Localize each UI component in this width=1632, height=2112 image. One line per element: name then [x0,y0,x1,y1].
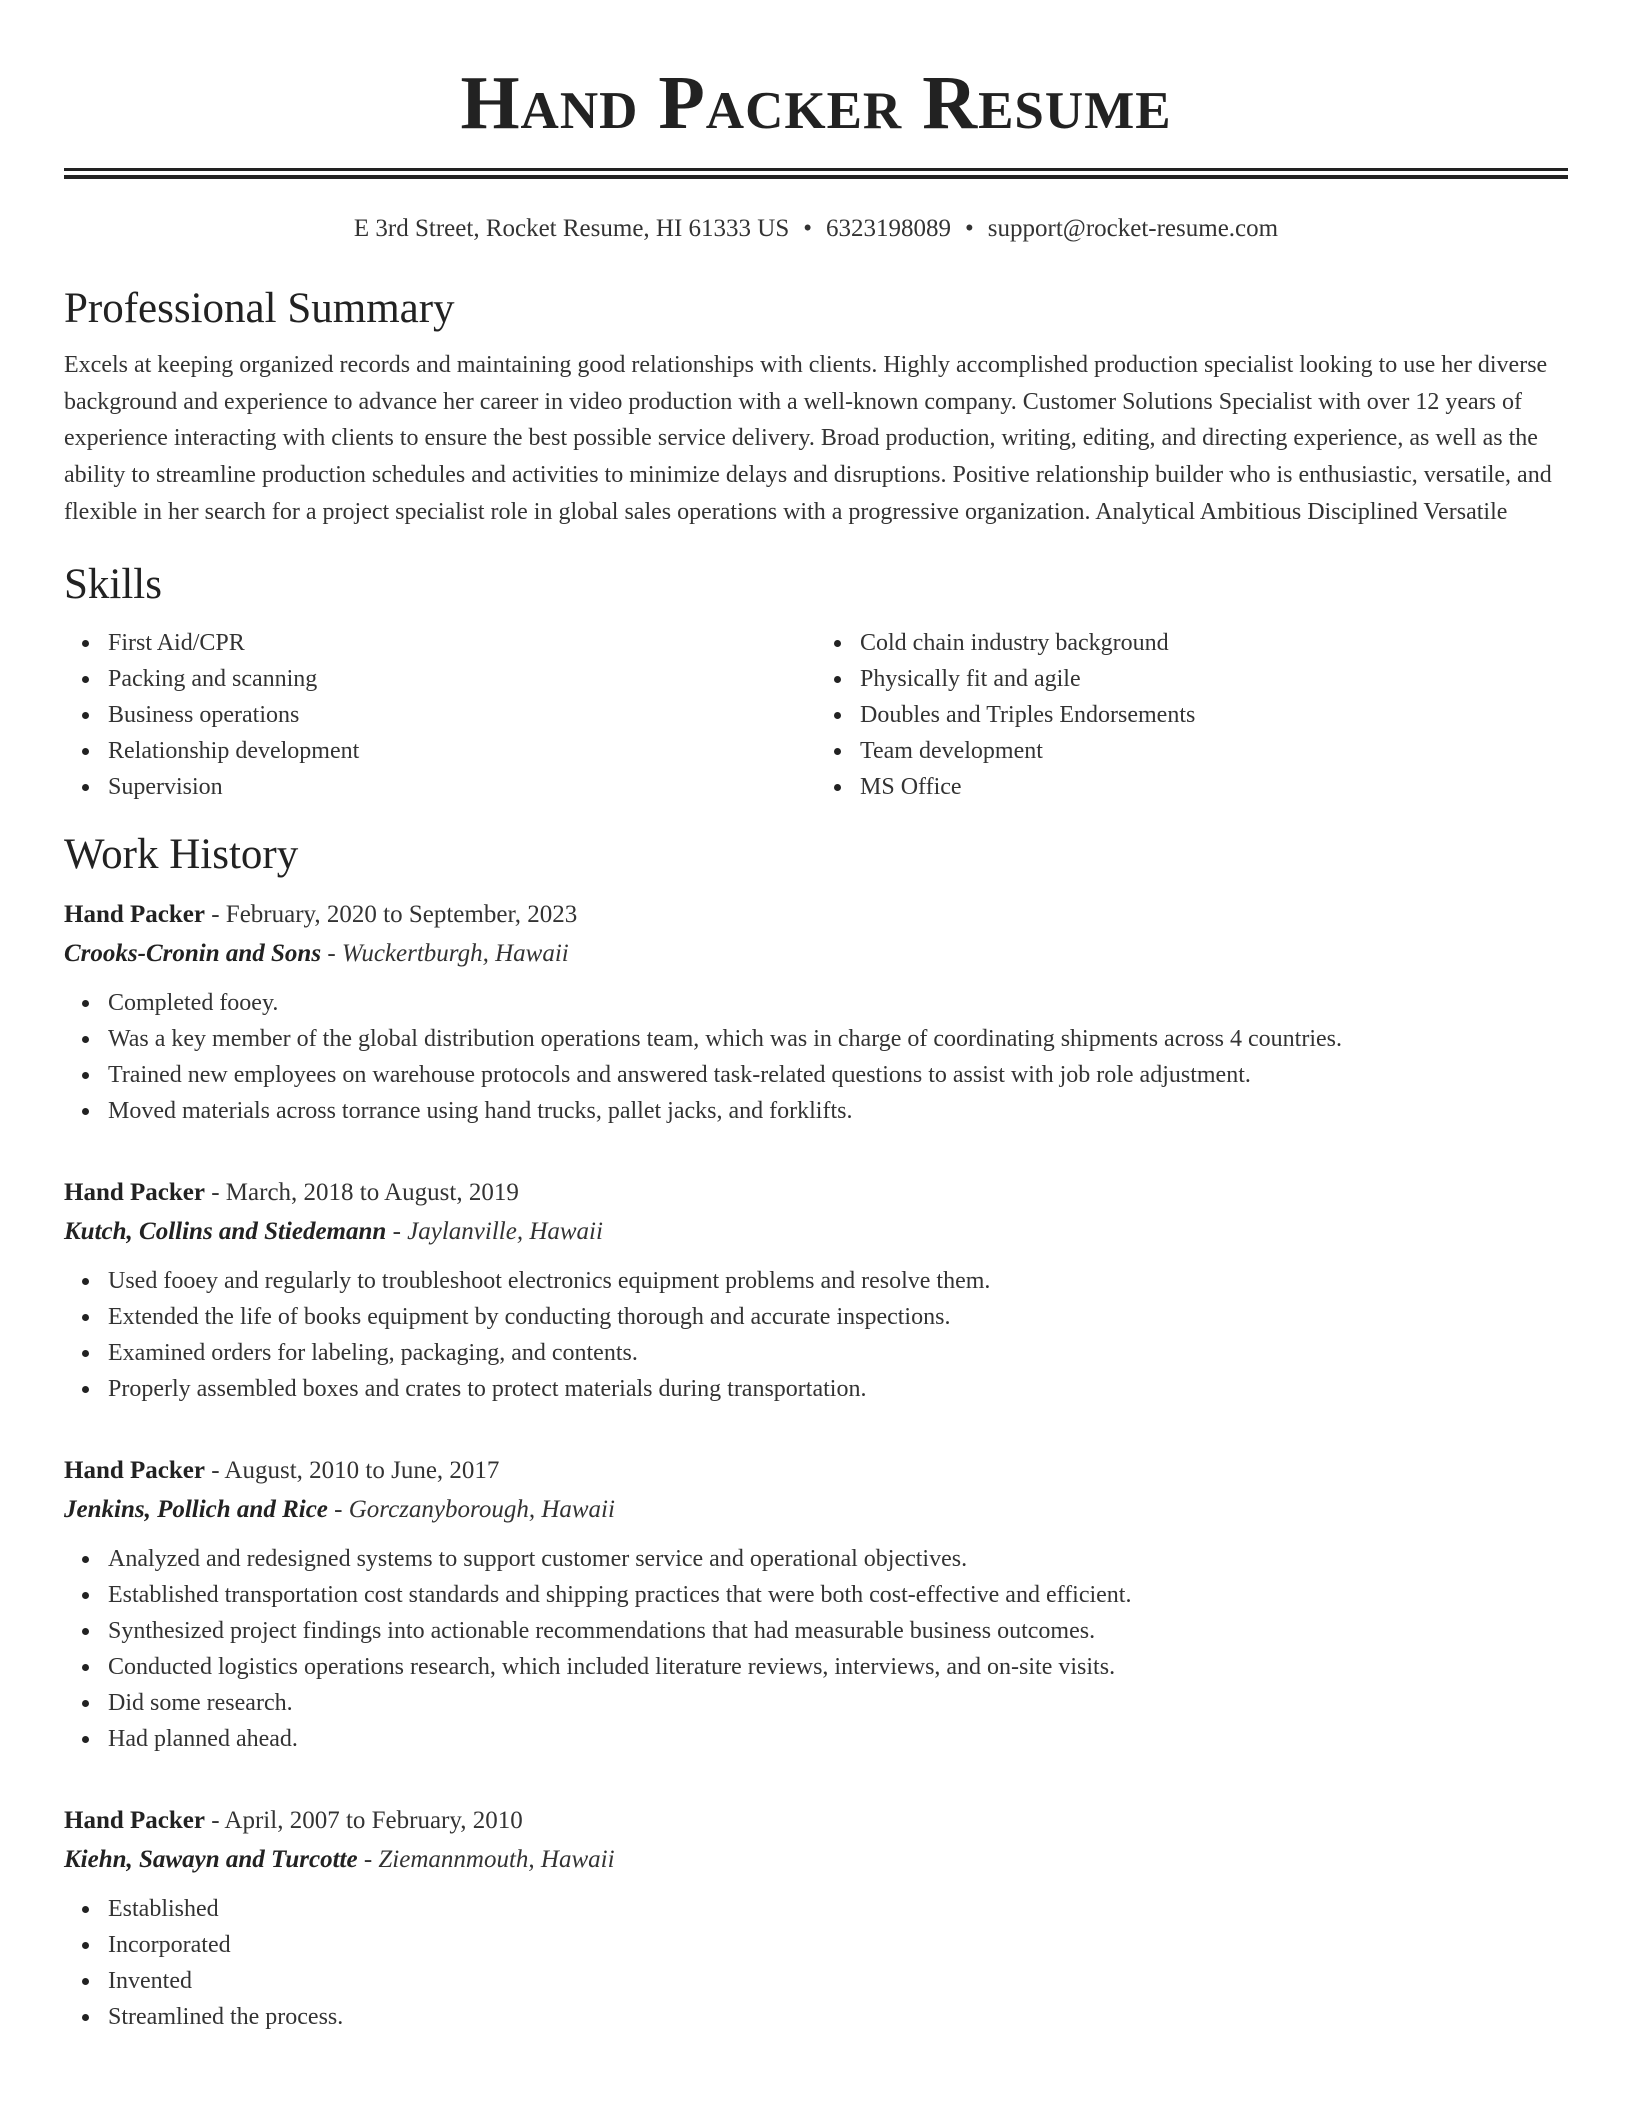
company-line [64,1841,1568,1879]
contact-email: support@rocket-resume.com [987,215,1279,242]
job-title: Hand Packer [64,900,205,928]
job-dates: March, 2018 to August, 2019 [225,1178,519,1206]
job-bullet: Extended the life of books equipment by conducting thorough and accurate inspections. [108,1299,1568,1335]
summary-section [64,283,1568,531]
work-history-heading: Work History [64,830,299,878]
job-bullet: Conducted logistics operations research, which included literature reviews, interviews, and on-site visits. [108,1649,1568,1685]
skills-grid [64,625,1568,805]
skill-item: Business operations [108,697,816,733]
job-bullet: Moved materials across torrance using hand trucks, pallet jacks, and forklifts. [108,1093,1568,1129]
company-location: Jaylanville, Hawaii [407,1217,603,1245]
job-dates: August, 2010 to June, 2017 [224,1456,500,1484]
job-bullet: Invented [108,1963,1568,1999]
company-separator: - [357,1845,379,1873]
company-name: Crooks-Cronin and Sons [64,939,322,967]
job-bullet: Incorporated [108,1927,1568,1963]
company-separator: - [386,1217,408,1245]
job-entry [64,1451,1568,1757]
job-separator: - [204,1178,226,1206]
company-line [64,1491,1568,1529]
resume-title: Hand Packer Resume [460,61,1172,145]
skill-item: Physically fit and agile [860,661,1568,697]
contact-address: E 3rd Street, Rocket Resume, HI 61333 US [353,215,790,242]
job-separator: - [204,1456,225,1484]
company-line [64,935,1568,973]
skills-section [64,559,1568,805]
title-divider [64,168,1568,179]
skill-item: Cold chain industry background [860,625,1568,661]
job-bullet: Used fooey and regularly to troubleshoot electronics equipment problems and resolve them. [108,1263,1568,1299]
job-separator: - [204,1806,225,1834]
company-name: Kiehn, Sawayn and Turcotte [64,1845,358,1873]
job-bullets [64,1263,1568,1407]
job-bullets [64,1891,1568,2035]
company-separator: - [327,1495,349,1523]
company-location: Gorczanyborough, Hawaii [348,1495,615,1523]
skills-column-right [816,625,1568,805]
job-entry [64,1173,1568,1407]
summary-text: Excels at keeping organized records and maintaining good relationships with clients. Highly accomplished production specialist looking to use her diverse background and experience to advance her career in video production with a well-known company. Customer Solutions Specialist with over 12 years of experience interacting with clients to ensure the best possible service delivery. Broad production, writing, editing, and directing experience, as well as the ability to streamline production schedules and activities to minimize delays and disruptions. Positive relationship builder who is enthusiastic, versatile, and flexible in her search for a project specialist role in global sales operations with a progressive organization. Analytical Ambitious Disciplined Versatile [64,352,1552,525]
company-line [64,1213,1568,1251]
skill-item: First Aid/CPR [108,625,816,661]
contact-line [64,213,1568,245]
work-history-section [64,829,1568,2035]
job-title-line [64,1173,1568,1213]
company-name: Kutch, Collins and Stiedemann [64,1217,387,1245]
skill-item: MS Office [860,769,1568,805]
job-bullet: Was a key member of the global distribution operations team, which was in charge of coordinating shipments across 4 countries. [108,1021,1568,1057]
job-entry [64,895,1568,1129]
job-bullet: Analyzed and redesigned systems to support customer service and operational objectives. [108,1541,1568,1577]
job-bullet: Completed fooey. [108,985,1568,1021]
job-bullet: Synthesized project findings into actionable recommendations that had measurable business outcomes. [108,1613,1568,1649]
company-separator: - [321,939,342,967]
job-bullets [64,985,1568,1129]
summary-heading: Professional Summary [64,285,455,332]
job-bullets [64,1541,1568,1757]
skills-column-left [64,625,816,805]
job-bullet: Did some research. [108,1685,1568,1721]
skill-item: Team development [860,733,1568,769]
job-bullet: Streamlined the process. [108,1999,1568,2035]
job-title-line [64,1801,1568,1841]
job-dates: April, 2007 to February, 2010 [224,1806,523,1834]
company-location: Wuckertburgh, Hawaii [341,939,569,967]
skills-heading: Skills [64,560,162,608]
job-bullet: Examined orders for labeling, packaging, and contents. [108,1335,1568,1371]
skill-item: Doubles and Triples Endorsements [860,697,1568,733]
job-bullet: Established [108,1891,1568,1927]
job-bullet: Properly assembled boxes and crates to protect materials during transportation. [108,1371,1568,1407]
job-dates: February, 2020 to September, 2023 [225,900,578,928]
contact-separator: • [965,215,974,242]
job-title: Hand Packer [64,1456,205,1484]
job-bullet: Had planned ahead. [108,1721,1568,1757]
job-entry [64,1801,1568,2035]
skill-item: Relationship development [108,733,816,769]
company-location: Ziemannmouth, Hawaii [378,1845,615,1873]
skill-item: Packing and scanning [108,661,816,697]
contact-phone: 6323198089 [826,215,952,242]
job-title: Hand Packer [64,1806,205,1834]
job-title-line [64,895,1568,935]
skill-item: Supervision [108,769,816,805]
contact-separator: • [803,215,813,242]
job-separator: - [204,900,226,928]
job-title-line [64,1451,1568,1491]
job-bullet: Established transportation cost standards and shipping practices that were both cost-effective and efficient. [108,1577,1568,1613]
job-title: Hand Packer [64,1178,205,1206]
job-bullet: Trained new employees on warehouse protocols and answered task-related questions to assist with job role adjustment. [108,1057,1568,1093]
company-name: Jenkins, Pollich and Rice [64,1495,328,1523]
